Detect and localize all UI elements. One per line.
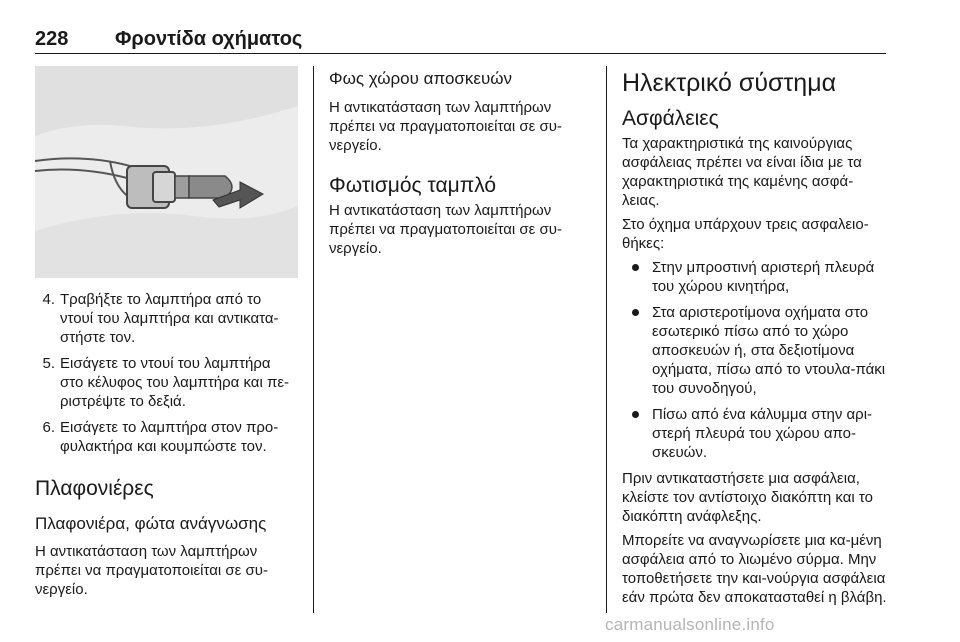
list-item: 4. Τραβήξτε το λαμπτήρα από το ντουί του λαμπτήρα και αντικατα-στήστε τον.	[42, 291, 279, 346]
fuse-box-list	[622, 258, 888, 462]
column-divider-1	[313, 66, 314, 613]
paragraph: Στο όχημα υπάρχουν τρεις ασφαλειο-θήκες:	[622, 216, 869, 252]
page-title: Φροντίδα οχήματος	[115, 28, 303, 50]
section-heading: Πλαφονιέρες	[35, 477, 154, 500]
watermark-text: carmanualsonline.info	[605, 615, 775, 634]
page-number: 228	[35, 28, 69, 50]
bulb-holder-illustration	[35, 66, 298, 278]
section-heading: Ασφάλειες	[622, 107, 719, 130]
paragraph: Η αντικατάσταση των λαμπτήρων πρέπει να πραγματοποιείται σε συ-νεργείο.	[329, 202, 562, 257]
bullet-icon	[632, 264, 639, 271]
list-item: 6. Εισάγετε το λαμπτήρα στον προ-φυλακτήρα και κουμπώστε τον.	[42, 419, 279, 455]
bullet-icon	[632, 309, 639, 316]
column-middle	[329, 68, 591, 258]
paragraph: Η αντικατάσταση των λαμπτήρων πρέπει να πραγματοποιείται σε συ-νεργείο.	[329, 99, 562, 154]
section-heading: Φωτισμός ταμπλό	[329, 174, 497, 197]
section-subheading: Πλαφονιέρα, φώτα ανάγνωσης	[35, 514, 267, 533]
list-item: Στα αριστεροτίμονα οχήματα στο εσωτερικό πίσω από το χώρο αποσκευών ή, στα δεξιοτίμονα οχήματα, πίσω από το ντουλα-πάκι του συνοδηγού,	[622, 303, 888, 398]
page-header	[35, 26, 886, 54]
column-left	[35, 66, 298, 599]
list-item: Στην μπροστινή αριστερή πλευρά του χώρου κινητήρα,	[622, 258, 888, 296]
paragraph: Πριν αντικαταστήσετε μια ασφάλεια, κλείστε τον αντίστοιχο διακόπτη και το διακόπτη ανάφλεξης.	[622, 470, 873, 525]
column-right	[622, 68, 888, 607]
paragraph: Η αντικατάσταση των λαμπτήρων πρέπει να πραγματοποιείται σε συ-νεργείο.	[35, 543, 268, 598]
step-list	[35, 290, 298, 456]
list-item: 5. Εισάγετε το ντουί του λαμπτήρα στο κέλυφος του λαμπτήρα και πε-ριστρέψτε το δεξιά.	[42, 355, 289, 410]
chapter-title: Ηλεκτρικό σύστημα	[622, 69, 837, 97]
bulb-illustration	[35, 66, 298, 278]
paragraph: Μπορείτε να αναγνωρίσετε μια κα-μένη ασφάλεια από το λιωμένο σύρμα. Μην τοποθετήσετε την και-νούργια ασφάλεια εάν πρώτα δεν αποκατασταθεί η βλάβη.	[622, 532, 887, 606]
bullet-icon	[632, 411, 639, 418]
paragraph: Τα χαρακτηριστικά της καινούργιας ασφάλειας πρέπει να είναι ίδια με τα χαρακτηριστικά της καμένης ασφά-λειας.	[622, 135, 862, 209]
list-item: Πίσω από ένα κάλυμμα στην αρι-στερή πλευρά του χώρου απο-σκευών.	[622, 405, 888, 462]
section-heading: Φως χώρου αποσκευών	[329, 69, 513, 88]
column-divider-2	[606, 66, 607, 613]
